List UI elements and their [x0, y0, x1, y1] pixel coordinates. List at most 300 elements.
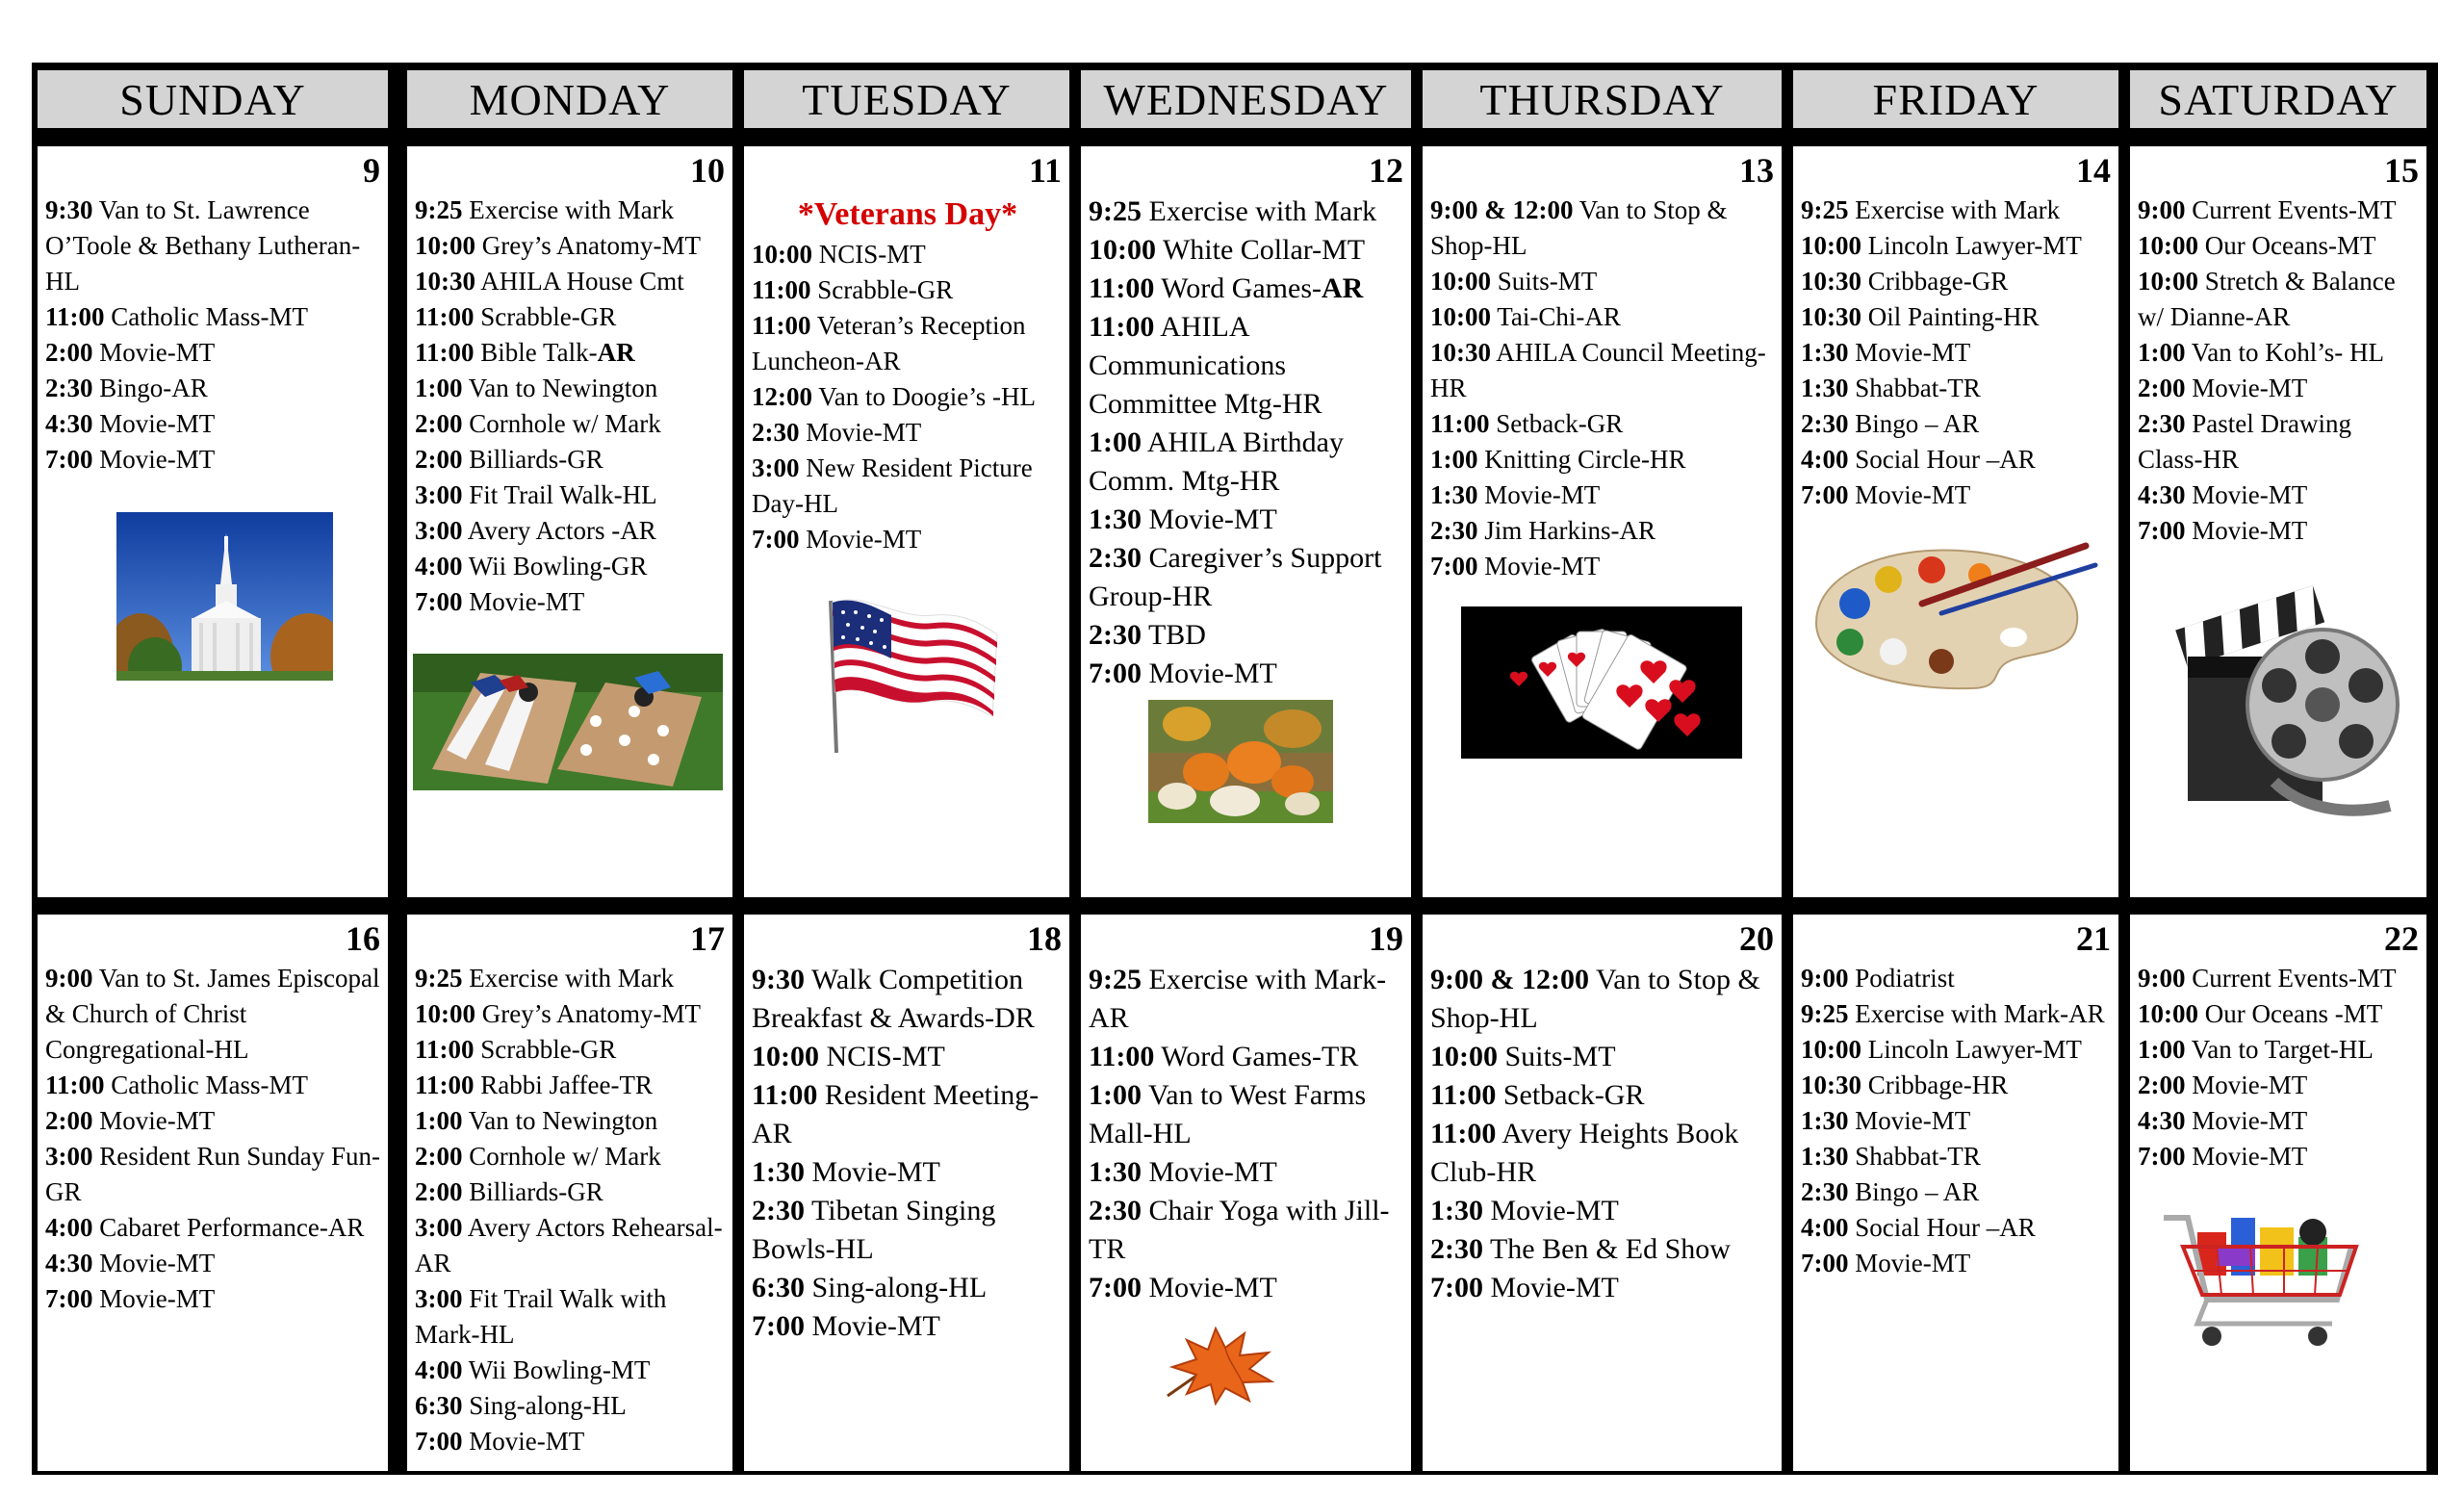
date-number: 21 — [2076, 919, 2111, 958]
event-title: Van to Stop & Shop-HL — [1430, 964, 1760, 1034]
event-title: Word Games-TR — [1154, 1041, 1359, 1072]
event-time: 2:00 — [415, 445, 463, 474]
event-time: 1:30 — [1801, 1142, 1849, 1171]
event-title: Pastel Drawing Class-HR — [2138, 409, 2351, 474]
event-title: Movie-MT — [1477, 480, 1601, 509]
event-time: 6:30 — [415, 1391, 463, 1420]
event-item — [2138, 371, 2421, 406]
event-title: Resident Meeting-AR — [752, 1079, 1040, 1149]
day-cell-20 — [1423, 915, 1782, 1471]
event-title: Movie-MT — [1848, 1249, 1971, 1277]
event-title: Stretch & Balance w/ Dianne-AR — [2138, 267, 2396, 331]
event-item — [415, 961, 727, 996]
event-item — [415, 193, 727, 228]
event-list — [415, 193, 727, 620]
event-time: 9:25 — [1801, 195, 1849, 224]
event-item — [1801, 1103, 2113, 1139]
event-title: Bingo – AR — [1848, 409, 1980, 438]
date-number: 16 — [346, 919, 380, 958]
event-title: Movie-MT — [1142, 1156, 1277, 1188]
event-time: 1:00 — [2138, 338, 2186, 367]
event-title: Wii Bowling-MT — [462, 1355, 651, 1384]
event-title: Billiards-GR — [462, 445, 603, 474]
event-list — [415, 961, 727, 1459]
event-title: Exercise with Mark — [1848, 195, 2061, 224]
event-time: 10:00 — [2138, 999, 2198, 1028]
event-item — [415, 549, 727, 584]
event-time: 7:00 — [1089, 658, 1142, 689]
day-cell-15 — [2130, 146, 2426, 897]
event-title: Cabaret Performance-AR — [92, 1213, 365, 1242]
event-time: 2:00 — [2138, 1070, 2186, 1099]
date-number: 11 — [1028, 151, 1062, 190]
event-time: 4:30 — [2138, 1106, 2186, 1135]
event-time: 2:30 — [1430, 1233, 1483, 1265]
event-title: Cornhole w/ Mark — [462, 409, 661, 438]
event-title: Movie-MT — [1483, 1195, 1619, 1226]
event-item — [45, 1281, 382, 1317]
event-time: 11:00 — [415, 302, 475, 331]
day-cell-10 — [407, 146, 732, 897]
event-title: New Resident Picture Day-HL — [752, 453, 1033, 518]
event-item — [1801, 996, 2113, 1032]
event-list — [752, 193, 1064, 557]
event-title: Our Oceans -MT — [2198, 999, 2383, 1028]
event-item — [1089, 501, 1405, 539]
date-number: 22 — [2384, 919, 2419, 958]
cornhole-picture — [413, 654, 723, 795]
event-title: Wii Bowling-GR — [462, 552, 648, 580]
event-item — [2138, 264, 2421, 335]
event-item — [415, 1388, 727, 1424]
event-item — [1430, 477, 1776, 513]
event-item — [415, 1424, 727, 1459]
event-time: 11:00 — [415, 1070, 475, 1099]
event-item — [752, 1192, 1064, 1269]
event-item — [1801, 193, 2113, 228]
event-item — [2138, 406, 2421, 477]
event-time: 11:00 — [1430, 409, 1490, 438]
event-time: 1:00 — [1089, 1079, 1142, 1111]
event-time: 9:25 — [415, 964, 463, 993]
event-title: Chair Yoga with Jill-TR — [1089, 1195, 1390, 1265]
event-title: Sing-along-HL — [462, 1391, 627, 1420]
event-item — [415, 1210, 727, 1281]
event-title: Veteran’s Reception Luncheon-AR — [752, 311, 1026, 375]
event-time: 7:00 — [415, 1427, 463, 1456]
event-title: Movie-MT — [1848, 338, 1971, 367]
event-time: 1:30 — [1089, 1156, 1142, 1188]
event-time: 3:00 — [415, 1284, 463, 1313]
day-cell-17 — [407, 915, 732, 1471]
event-title: Movie-MT — [1142, 658, 1277, 689]
event-time: 11:00 — [45, 1070, 105, 1099]
event-title: Billiards-GR — [462, 1177, 603, 1206]
event-item — [1430, 1230, 1776, 1269]
event-title: Rabbi Jaffee-TR — [474, 1070, 653, 1099]
event-item — [45, 371, 382, 406]
event-title: Current Events-MT — [2185, 964, 2397, 993]
event-item — [2138, 1139, 2421, 1174]
event-title: Knitting Circle-HR — [1477, 445, 1686, 474]
event-title: Van to Doogie’s -HL — [812, 382, 1036, 411]
event-title: Movie-MT — [799, 418, 922, 447]
event-title: Movie-MT — [805, 1156, 940, 1188]
event-time: 2:30 — [752, 418, 800, 447]
event-title: Suits-MT — [1498, 1041, 1616, 1072]
event-time: 9:25 — [1089, 964, 1142, 995]
event-time: 2:00 — [2138, 374, 2186, 402]
event-item — [415, 1139, 727, 1174]
event-title: White Collar-MT — [1156, 234, 1366, 266]
event-title: Social Hour –AR — [1848, 445, 2036, 474]
event-title: Avery Actors Rehearsal-AR — [415, 1213, 723, 1277]
event-item — [752, 272, 1064, 308]
event-time: 11:00 — [1430, 1118, 1497, 1149]
event-time: 2:30 — [1089, 619, 1142, 651]
event-item — [752, 237, 1064, 272]
event-item — [1089, 231, 1405, 270]
event-title: Movie-MT — [92, 409, 216, 438]
event-item — [1430, 1115, 1776, 1192]
autumn-leaf-picture — [1158, 1319, 1278, 1410]
event-title: Jim Harkins-AR — [1477, 516, 1656, 545]
event-item — [2138, 477, 2421, 513]
event-item — [1430, 406, 1776, 442]
event-time: 7:00 — [2138, 516, 2186, 545]
event-item — [1089, 1153, 1405, 1192]
weekday-header-sunday: SUNDAY — [38, 70, 388, 128]
weekday-header-tuesday: TUESDAY — [744, 70, 1069, 128]
event-time: 1:30 — [752, 1156, 805, 1188]
event-time: 1:00 — [415, 1106, 463, 1135]
event-title: Tai-Chi-AR — [1491, 302, 1621, 331]
event-item — [45, 961, 382, 1068]
event-time: 9:30 — [45, 195, 93, 224]
event-item — [2138, 961, 2421, 996]
event-time: 11:00 — [752, 275, 811, 304]
event-title: Shabbat-TR — [1848, 1142, 1981, 1171]
event-time: 2:30 — [2138, 409, 2186, 438]
event-time: 1:00 — [1430, 445, 1478, 474]
event-title: Van to Stop & Shop-HL — [1430, 195, 1728, 260]
event-item — [1430, 442, 1776, 477]
event-title: Movie-MT — [92, 338, 216, 367]
event-title: Exercise with Mark — [1142, 195, 1377, 227]
event-item — [45, 1246, 382, 1281]
event-item — [415, 442, 727, 477]
event-item — [1430, 1192, 1776, 1230]
event-time: 4:00 — [45, 1213, 93, 1242]
event-item — [1801, 1068, 2113, 1103]
event-title: Movie-MT — [1142, 1272, 1277, 1303]
date-number: 15 — [2384, 151, 2419, 190]
event-title: Van to Kohl’s- HL — [2185, 338, 2384, 367]
event-time: 10:30 — [1801, 267, 1861, 296]
event-item — [2138, 996, 2421, 1032]
event-item — [1801, 1246, 2113, 1281]
event-item — [1801, 406, 2113, 442]
event-time: 11:00 — [1430, 1079, 1497, 1111]
event-time: 12:00 — [752, 382, 812, 411]
event-title: Scrabble-GR — [474, 302, 617, 331]
event-title: Movie-MT — [2185, 374, 2308, 402]
event-item — [752, 1038, 1064, 1076]
event-item — [1801, 299, 2113, 335]
event-time: 10:00 — [415, 999, 475, 1028]
event-time: 10:00 — [1430, 267, 1491, 296]
event-title: Fit Trail Walk with Mark-HL — [415, 1284, 667, 1349]
event-title: Movie-MT — [2185, 1070, 2308, 1099]
event-title: Movie-MT — [92, 1106, 216, 1135]
event-list — [2138, 193, 2421, 549]
event-time: 3:00 — [45, 1142, 93, 1171]
event-title: Avery Actors -AR — [462, 516, 656, 545]
date-number: 20 — [1739, 919, 1774, 958]
event-title: Van to Target-HL — [2185, 1035, 2374, 1064]
event-list — [1089, 193, 1405, 693]
event-time: 10:00 — [1801, 231, 1861, 260]
event-title: Setback-GR — [1489, 409, 1624, 438]
event-item — [415, 1032, 727, 1068]
event-item — [1801, 477, 2113, 513]
event-time: 10:30 — [1430, 338, 1491, 367]
church-picture — [116, 512, 333, 685]
event-time: 3:00 — [415, 516, 463, 545]
event-time: 7:00 — [1430, 552, 1478, 580]
event-item — [752, 379, 1064, 415]
event-item — [2138, 513, 2421, 549]
day-cell-18 — [744, 915, 1069, 1471]
event-title: Movie-MT — [92, 1249, 216, 1277]
event-time: 9:00 & 12:00 — [1430, 964, 1589, 995]
playing-cards-picture — [1461, 606, 1742, 763]
event-item — [415, 513, 727, 549]
weekday-header-saturday: SATURDAY — [2130, 70, 2426, 128]
event-time: 1:30 — [1801, 338, 1849, 367]
event-title: Movie-MT — [92, 1284, 216, 1313]
event-title: Movie-MT — [1142, 503, 1277, 535]
event-time: 2:30 — [752, 1195, 805, 1226]
event-location-bold: AR — [1322, 272, 1364, 304]
event-title: Scrabble-GR — [810, 275, 954, 304]
event-list — [45, 961, 382, 1317]
event-time: 4:00 — [1801, 1213, 1849, 1242]
event-title: Grey’s Anatomy-MT — [475, 999, 701, 1028]
event-title: Cribbage-HR — [1861, 1070, 2009, 1099]
event-item — [45, 1103, 382, 1139]
event-title: Lincoln Lawyer-MT — [1861, 1035, 2082, 1064]
day-cell-22 — [2130, 915, 2426, 1471]
event-time: 3:00 — [752, 453, 800, 482]
event-item — [45, 442, 382, 477]
event-title: NCIS-MT — [819, 1041, 945, 1072]
event-item — [1089, 1038, 1405, 1076]
event-title: Bingo-AR — [92, 374, 208, 402]
event-time: 9:00 — [45, 964, 93, 993]
event-title: Exercise with Mark-AR — [1089, 964, 1387, 1034]
event-time: 9:00 — [2138, 964, 2186, 993]
event-time: 10:00 — [2138, 231, 2198, 260]
event-location-bold: AR — [597, 338, 635, 367]
event-time: 11:00 — [1089, 272, 1155, 304]
event-time: 10:00 — [1430, 302, 1491, 331]
event-time: 1:00 — [415, 374, 463, 402]
event-item — [1089, 1269, 1405, 1307]
date-number: 14 — [2076, 151, 2111, 190]
event-item — [1089, 655, 1405, 693]
event-title: The Ben & Ed Show — [1483, 1233, 1731, 1265]
event-time: 4:30 — [2138, 480, 2186, 509]
event-title: NCIS-MT — [812, 240, 926, 269]
event-title: Scrabble-GR — [474, 1035, 617, 1064]
event-list — [1801, 961, 2113, 1281]
event-title: Movie-MT — [462, 587, 585, 616]
event-list — [1430, 961, 1776, 1307]
event-time: 2:00 — [415, 1142, 463, 1171]
event-time: 7:00 — [1430, 1272, 1483, 1303]
event-item — [752, 1153, 1064, 1192]
date-number: 19 — [1369, 919, 1403, 958]
event-time: 2:00 — [415, 409, 463, 438]
event-time: 9:00 — [2138, 195, 2186, 224]
event-title: Movie-MT — [805, 1310, 940, 1342]
event-item — [1430, 1269, 1776, 1307]
event-title: Resident Run Sunday Fun-GR — [45, 1142, 381, 1206]
event-title: Van to St. James Episcopal & Church of Christ Congregational-HL — [45, 964, 380, 1064]
event-item — [752, 1269, 1064, 1307]
event-time: 11:00 — [752, 1079, 818, 1111]
event-item — [1430, 513, 1776, 549]
event-title: Shabbat-TR — [1848, 374, 1981, 402]
event-time: 7:00 — [752, 1310, 805, 1342]
event-time: 1:30 — [1430, 480, 1478, 509]
event-title: Avery Heights Book Club-HR — [1430, 1118, 1739, 1188]
event-time: 7:00 — [415, 587, 463, 616]
event-title: Setback-GR — [1496, 1079, 1645, 1111]
day-cell-12 — [1081, 146, 1411, 897]
event-item — [752, 961, 1064, 1038]
weekday-header-wednesday: WEDNESDAY — [1081, 70, 1411, 128]
date-number: 12 — [1369, 151, 1403, 190]
event-title: AHILA Birthday Comm. Mtg-HR — [1089, 426, 1344, 497]
event-title: Caregiver’s Support Group-HR — [1089, 542, 1382, 612]
event-time: 7:00 — [1801, 1249, 1849, 1277]
event-title: Bingo – AR — [1848, 1177, 1980, 1206]
event-title: Exercise with Mark — [462, 195, 675, 224]
event-title: Movie-MT — [2185, 1142, 2308, 1171]
event-title: Podiatrist — [1848, 964, 1955, 993]
event-item — [752, 415, 1064, 451]
event-time: 2:30 — [1089, 1195, 1142, 1226]
event-time: 9:25 — [415, 195, 463, 224]
event-time: 4:00 — [415, 1355, 463, 1384]
event-time: 4:30 — [45, 409, 93, 438]
event-title: Current Events-MT — [2185, 195, 2397, 224]
event-item — [45, 299, 382, 335]
event-item — [2138, 335, 2421, 371]
event-item — [415, 406, 727, 442]
event-time: 1:30 — [1801, 1106, 1849, 1135]
event-item — [1089, 961, 1405, 1038]
event-item — [1801, 264, 2113, 299]
event-title: Sing-along-HL — [805, 1272, 988, 1303]
event-item — [1430, 1076, 1776, 1115]
event-time: 3:00 — [415, 480, 463, 509]
event-title: Social Hour –AR — [1848, 1213, 2036, 1242]
event-time: 10:00 — [752, 240, 812, 269]
event-title: Walk Competition Breakfast & Awards-DR — [752, 964, 1035, 1034]
event-title: Movie-MT — [462, 1427, 585, 1456]
event-title: Cornhole w/ Mark — [462, 1142, 661, 1171]
event-title: Movie-MT — [2185, 480, 2308, 509]
event-time: 9:25 — [1801, 999, 1849, 1028]
event-item — [752, 1076, 1064, 1153]
film-reel-picture — [2169, 551, 2407, 835]
event-time: 4:00 — [415, 552, 463, 580]
event-title: Exercise with Mark-AR — [1848, 999, 2105, 1028]
event-time: 10:30 — [1801, 302, 1861, 331]
event-title: Van to West Farms Mall-HL — [1089, 1079, 1367, 1149]
event-item — [2138, 1032, 2421, 1068]
day-cell-14 — [1793, 146, 2118, 897]
date-number: 18 — [1027, 919, 1062, 958]
event-item — [1089, 1076, 1405, 1153]
event-title: AHILA Council Meeting-HR — [1430, 338, 1766, 402]
event-time: 7:00 — [1801, 480, 1849, 509]
day-cell-19 — [1081, 915, 1411, 1471]
event-time: 2:00 — [415, 1177, 463, 1206]
event-item — [1430, 1038, 1776, 1076]
pumpkins-picture — [1148, 700, 1333, 828]
event-time: 4:30 — [45, 1249, 93, 1277]
event-time: 11:00 — [1089, 311, 1155, 343]
day-cell-21 — [1793, 915, 2118, 1471]
event-title: Movie-MT — [1483, 1272, 1619, 1303]
weekday-header-row — [32, 63, 2438, 135]
event-time: 2:30 — [1089, 542, 1142, 574]
event-title: Catholic Mass-MT — [104, 302, 308, 331]
event-time: 1:30 — [1089, 503, 1142, 535]
event-time: 11:00 — [752, 311, 811, 340]
event-title: Lincoln Lawyer-MT — [1861, 231, 2082, 260]
event-title: AHILA Communications Committee Mtg-HR — [1089, 311, 1322, 420]
date-number: 17 — [690, 919, 725, 958]
event-item — [1089, 308, 1405, 424]
event-time: 7:00 — [2138, 1142, 2186, 1171]
event-title: Fit Trail Walk-HL — [462, 480, 657, 509]
event-time: 2:30 — [1801, 409, 1849, 438]
event-title: Tibetan Singing Bowls-HL — [752, 1195, 996, 1265]
event-item — [1089, 1192, 1405, 1269]
day-cell-9 — [38, 146, 388, 897]
event-time: 10:30 — [1801, 1070, 1861, 1099]
event-item — [415, 264, 727, 299]
event-time: 9:25 — [1089, 195, 1142, 227]
event-item — [45, 1068, 382, 1103]
event-time: 1:00 — [1089, 426, 1142, 458]
event-time: 2:30 — [1430, 516, 1478, 545]
event-title: Grey’s Anatomy-MT — [475, 231, 701, 260]
event-title: Catholic Mass-MT — [104, 1070, 308, 1099]
event-title: Movie-MT — [1848, 1106, 1971, 1135]
event-title: Movie-MT — [1848, 480, 1971, 509]
event-item — [45, 1210, 382, 1246]
event-title: Exercise with Mark — [462, 964, 675, 993]
event-title: Bible Talk- — [474, 338, 598, 367]
event-time: 10:00 — [2138, 267, 2198, 296]
event-time: 10:00 — [752, 1041, 819, 1072]
